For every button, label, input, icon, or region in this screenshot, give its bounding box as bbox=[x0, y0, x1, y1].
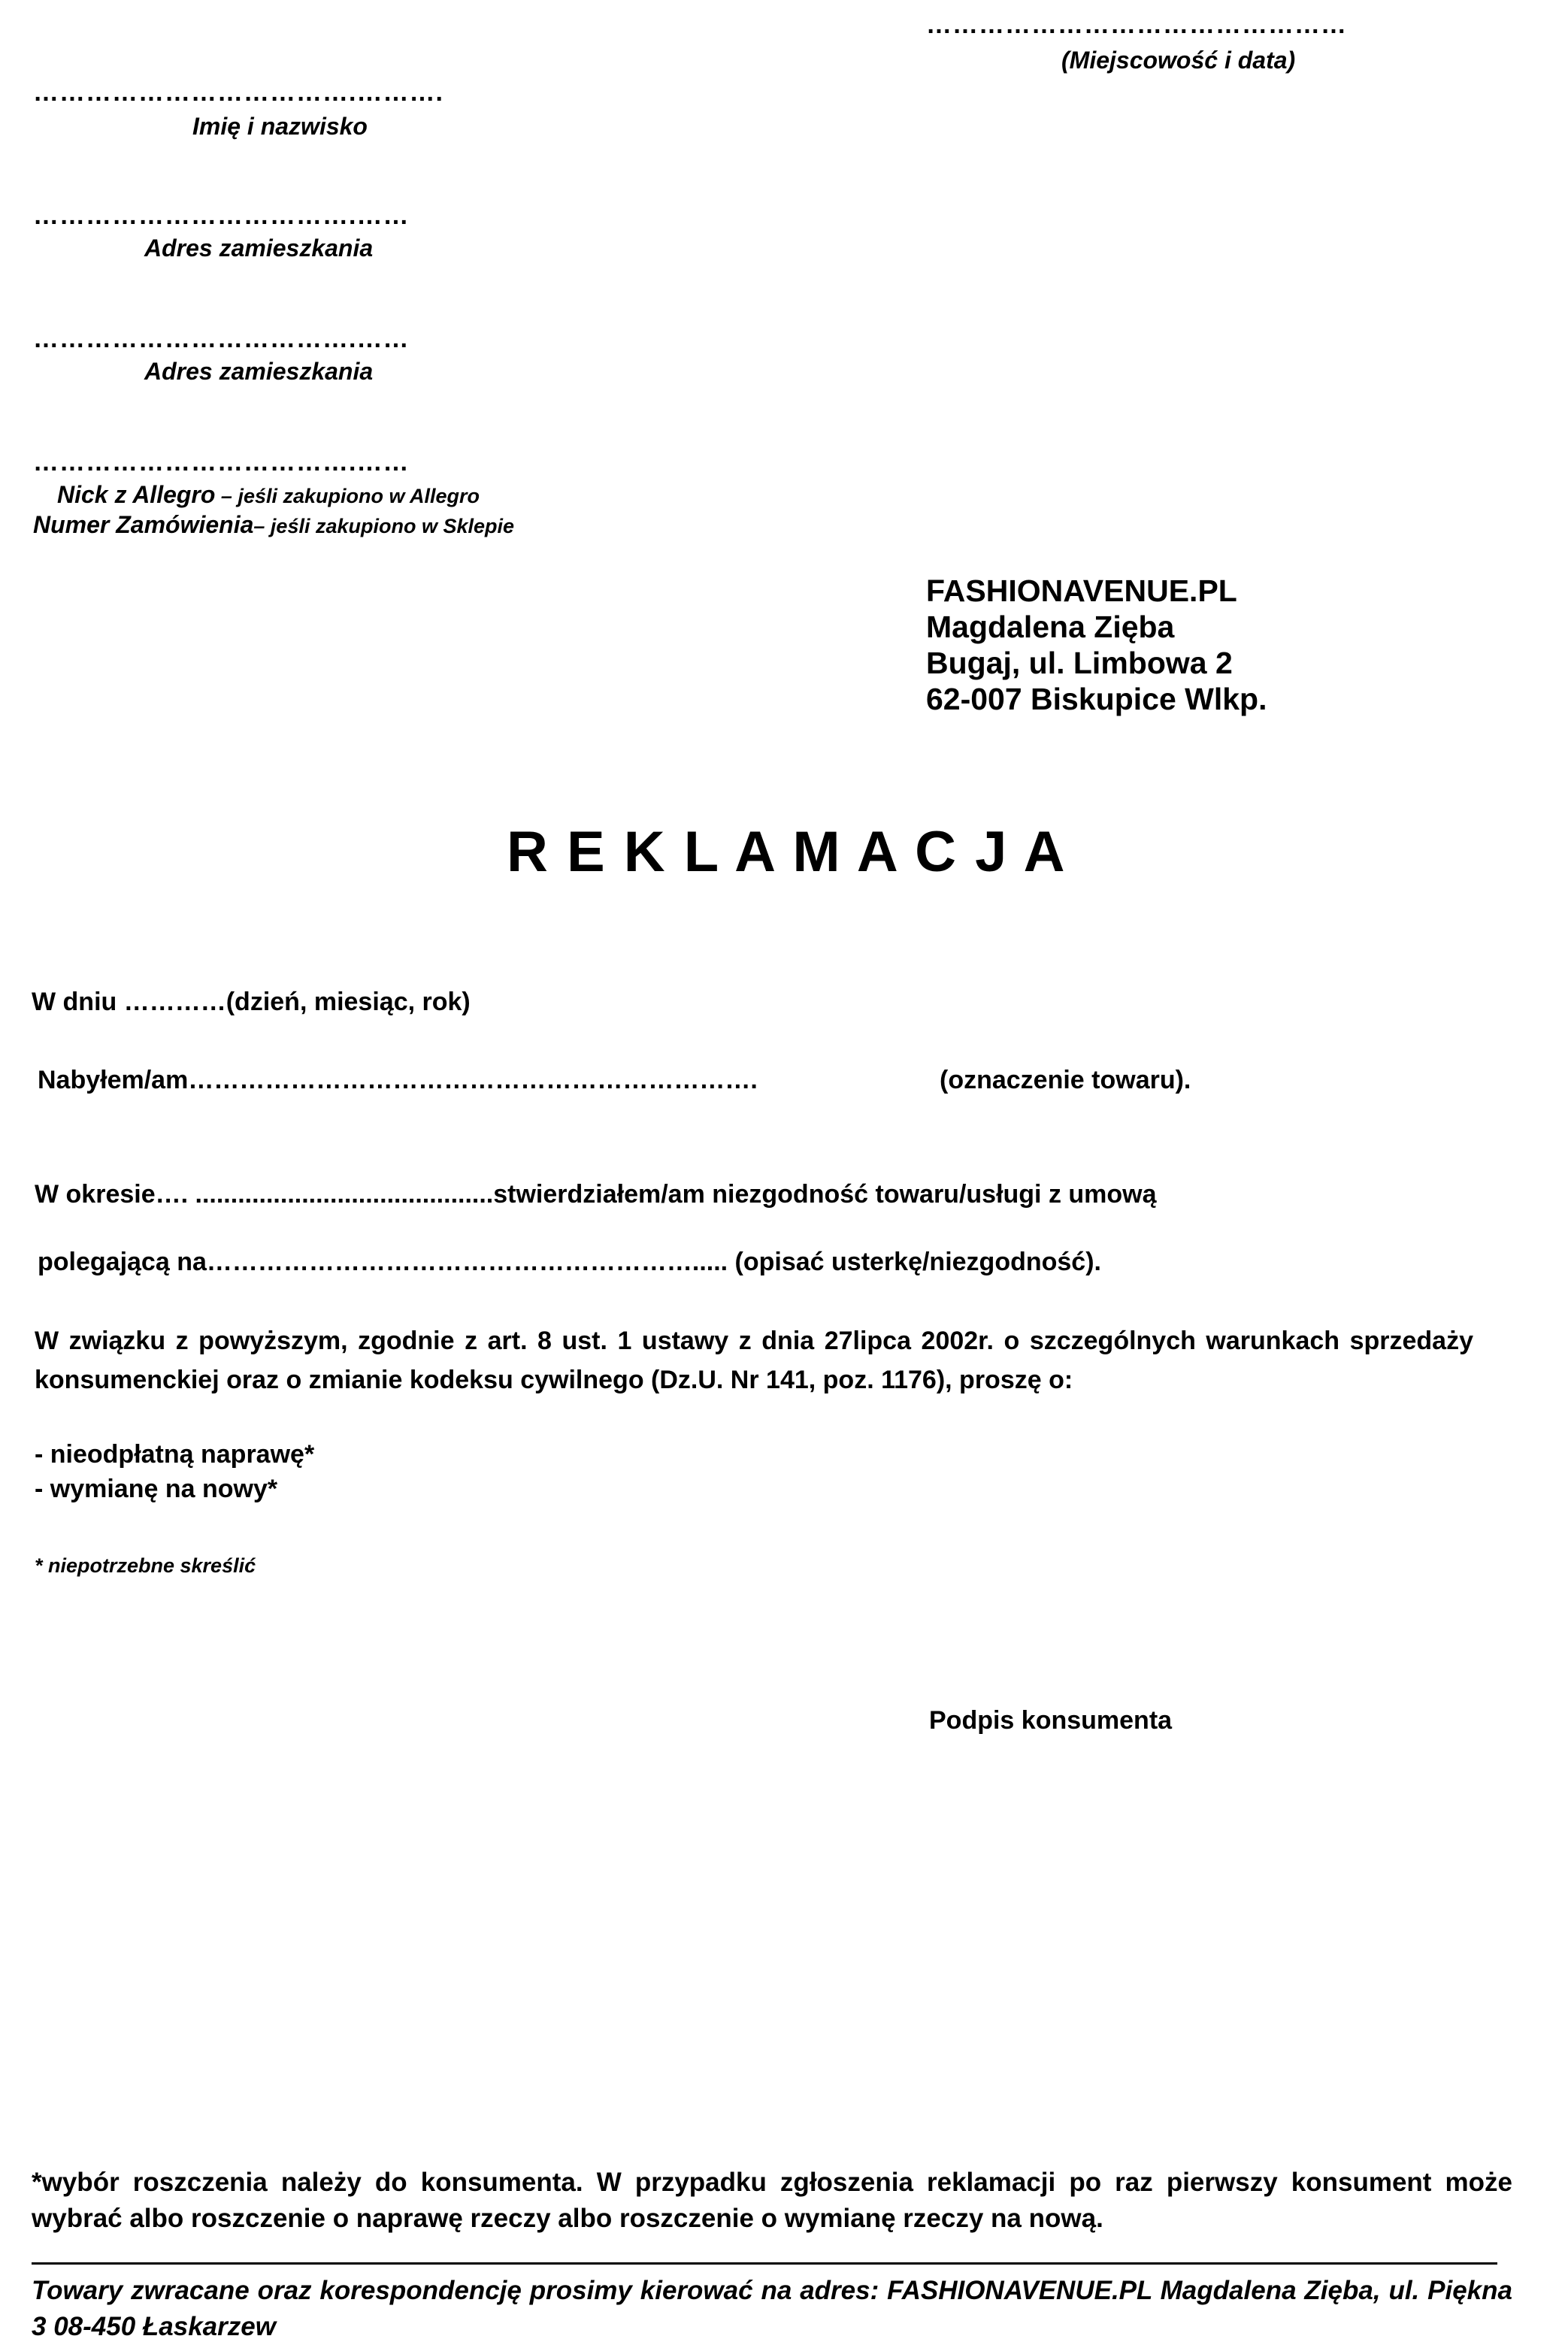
footer-divider bbox=[32, 2262, 1497, 2265]
address1-dots[interactable]: ……………………………….…… bbox=[33, 201, 410, 230]
nick-note: – jeśli zakupiono w Allegro bbox=[215, 485, 480, 507]
signature-label: Podpis konsumenta bbox=[929, 1706, 1173, 1735]
address1-label: Adres zamieszkania bbox=[144, 234, 374, 262]
option-free-repair[interactable]: - nieodpłatną naprawę* bbox=[35, 1440, 315, 1469]
place-date-label: (Miejscowość i data) bbox=[1061, 47, 1296, 74]
claim-note: *wybór roszczenia należy do konsumenta. W przypadku zgłoszenia reklamacji po raz pierwszy konsument może wybrać albo roszczenie o naprawę rzeczy albo roszczenie o wymianę rzeczy na nową. bbox=[32, 2168, 1512, 2233]
nick-line bbox=[57, 481, 480, 509]
recipient-address bbox=[926, 573, 1267, 717]
order-note: – jeśli zakupiono w Sklepie bbox=[253, 515, 515, 537]
name-dots[interactable]: ……………………………….………. bbox=[33, 78, 443, 107]
recipient-line-1: FASHIONAVENUE.PL bbox=[926, 573, 1237, 608]
address2-label: Adres zamieszkania bbox=[144, 358, 374, 385]
defect-line[interactable]: polegającą na…………………………………………………..... (opisać usterkę/niezgodność). bbox=[38, 1248, 1101, 1276]
footnote-strike: * niepotrzebne skreślić bbox=[35, 1554, 256, 1577]
option-replacement[interactable]: - wymianę na nowy* bbox=[35, 1475, 278, 1503]
purchase-line[interactable]: Nabyłem/am…………………………………………………………. bbox=[38, 1066, 758, 1094]
nick-label: Nick z Allegro bbox=[57, 481, 216, 508]
date-line[interactable]: W dniu …………(dzień, miesiąc, rok) bbox=[32, 988, 471, 1016]
recipient-line-3: Bugaj, ul. Limbowa 2 bbox=[926, 646, 1233, 680]
return-address: Towary zwracane oraz korespondencję prosimy kierować na adres: FASHIONAVENUE.PL Magdalena Zięba, ul. Piękna 3 08-450 Łaskarzew bbox=[32, 2276, 1512, 2341]
document-title: R E K L A M A C J A bbox=[507, 820, 1067, 884]
nick-dots[interactable]: ……………………………….…… bbox=[33, 448, 410, 477]
period-line[interactable]: W okresie…. ..........................................stwierdziałem/am niezgodność towaru/usługi z umową bbox=[35, 1180, 1157, 1209]
place-date-dots[interactable]: ………………………………………… bbox=[926, 11, 1347, 39]
address2-dots[interactable]: ……………………………….…… bbox=[33, 325, 410, 353]
name-label: Imię i nazwisko bbox=[192, 113, 368, 140]
order-line bbox=[33, 511, 514, 539]
order-label: Numer Zamówienia bbox=[33, 511, 254, 538]
purchase-hint: (oznaczenie towaru). bbox=[940, 1066, 1191, 1094]
recipient-line-4: 62-007 Biskupice Wlkp. bbox=[926, 682, 1267, 716]
recipient-line-2: Magdalena Zięba bbox=[926, 610, 1175, 644]
legal-paragraph: W związku z powyższym, zgodnie z art. 8 ust. 1 ustawy z dnia 27lipca 2002r. o szczególnych warunkach sprzedaży konsumenckiej oraz o zmianie kodeksu cywilnego (Dz.U. Nr 141, poz. 1176), proszę o: bbox=[35, 1327, 1473, 1394]
